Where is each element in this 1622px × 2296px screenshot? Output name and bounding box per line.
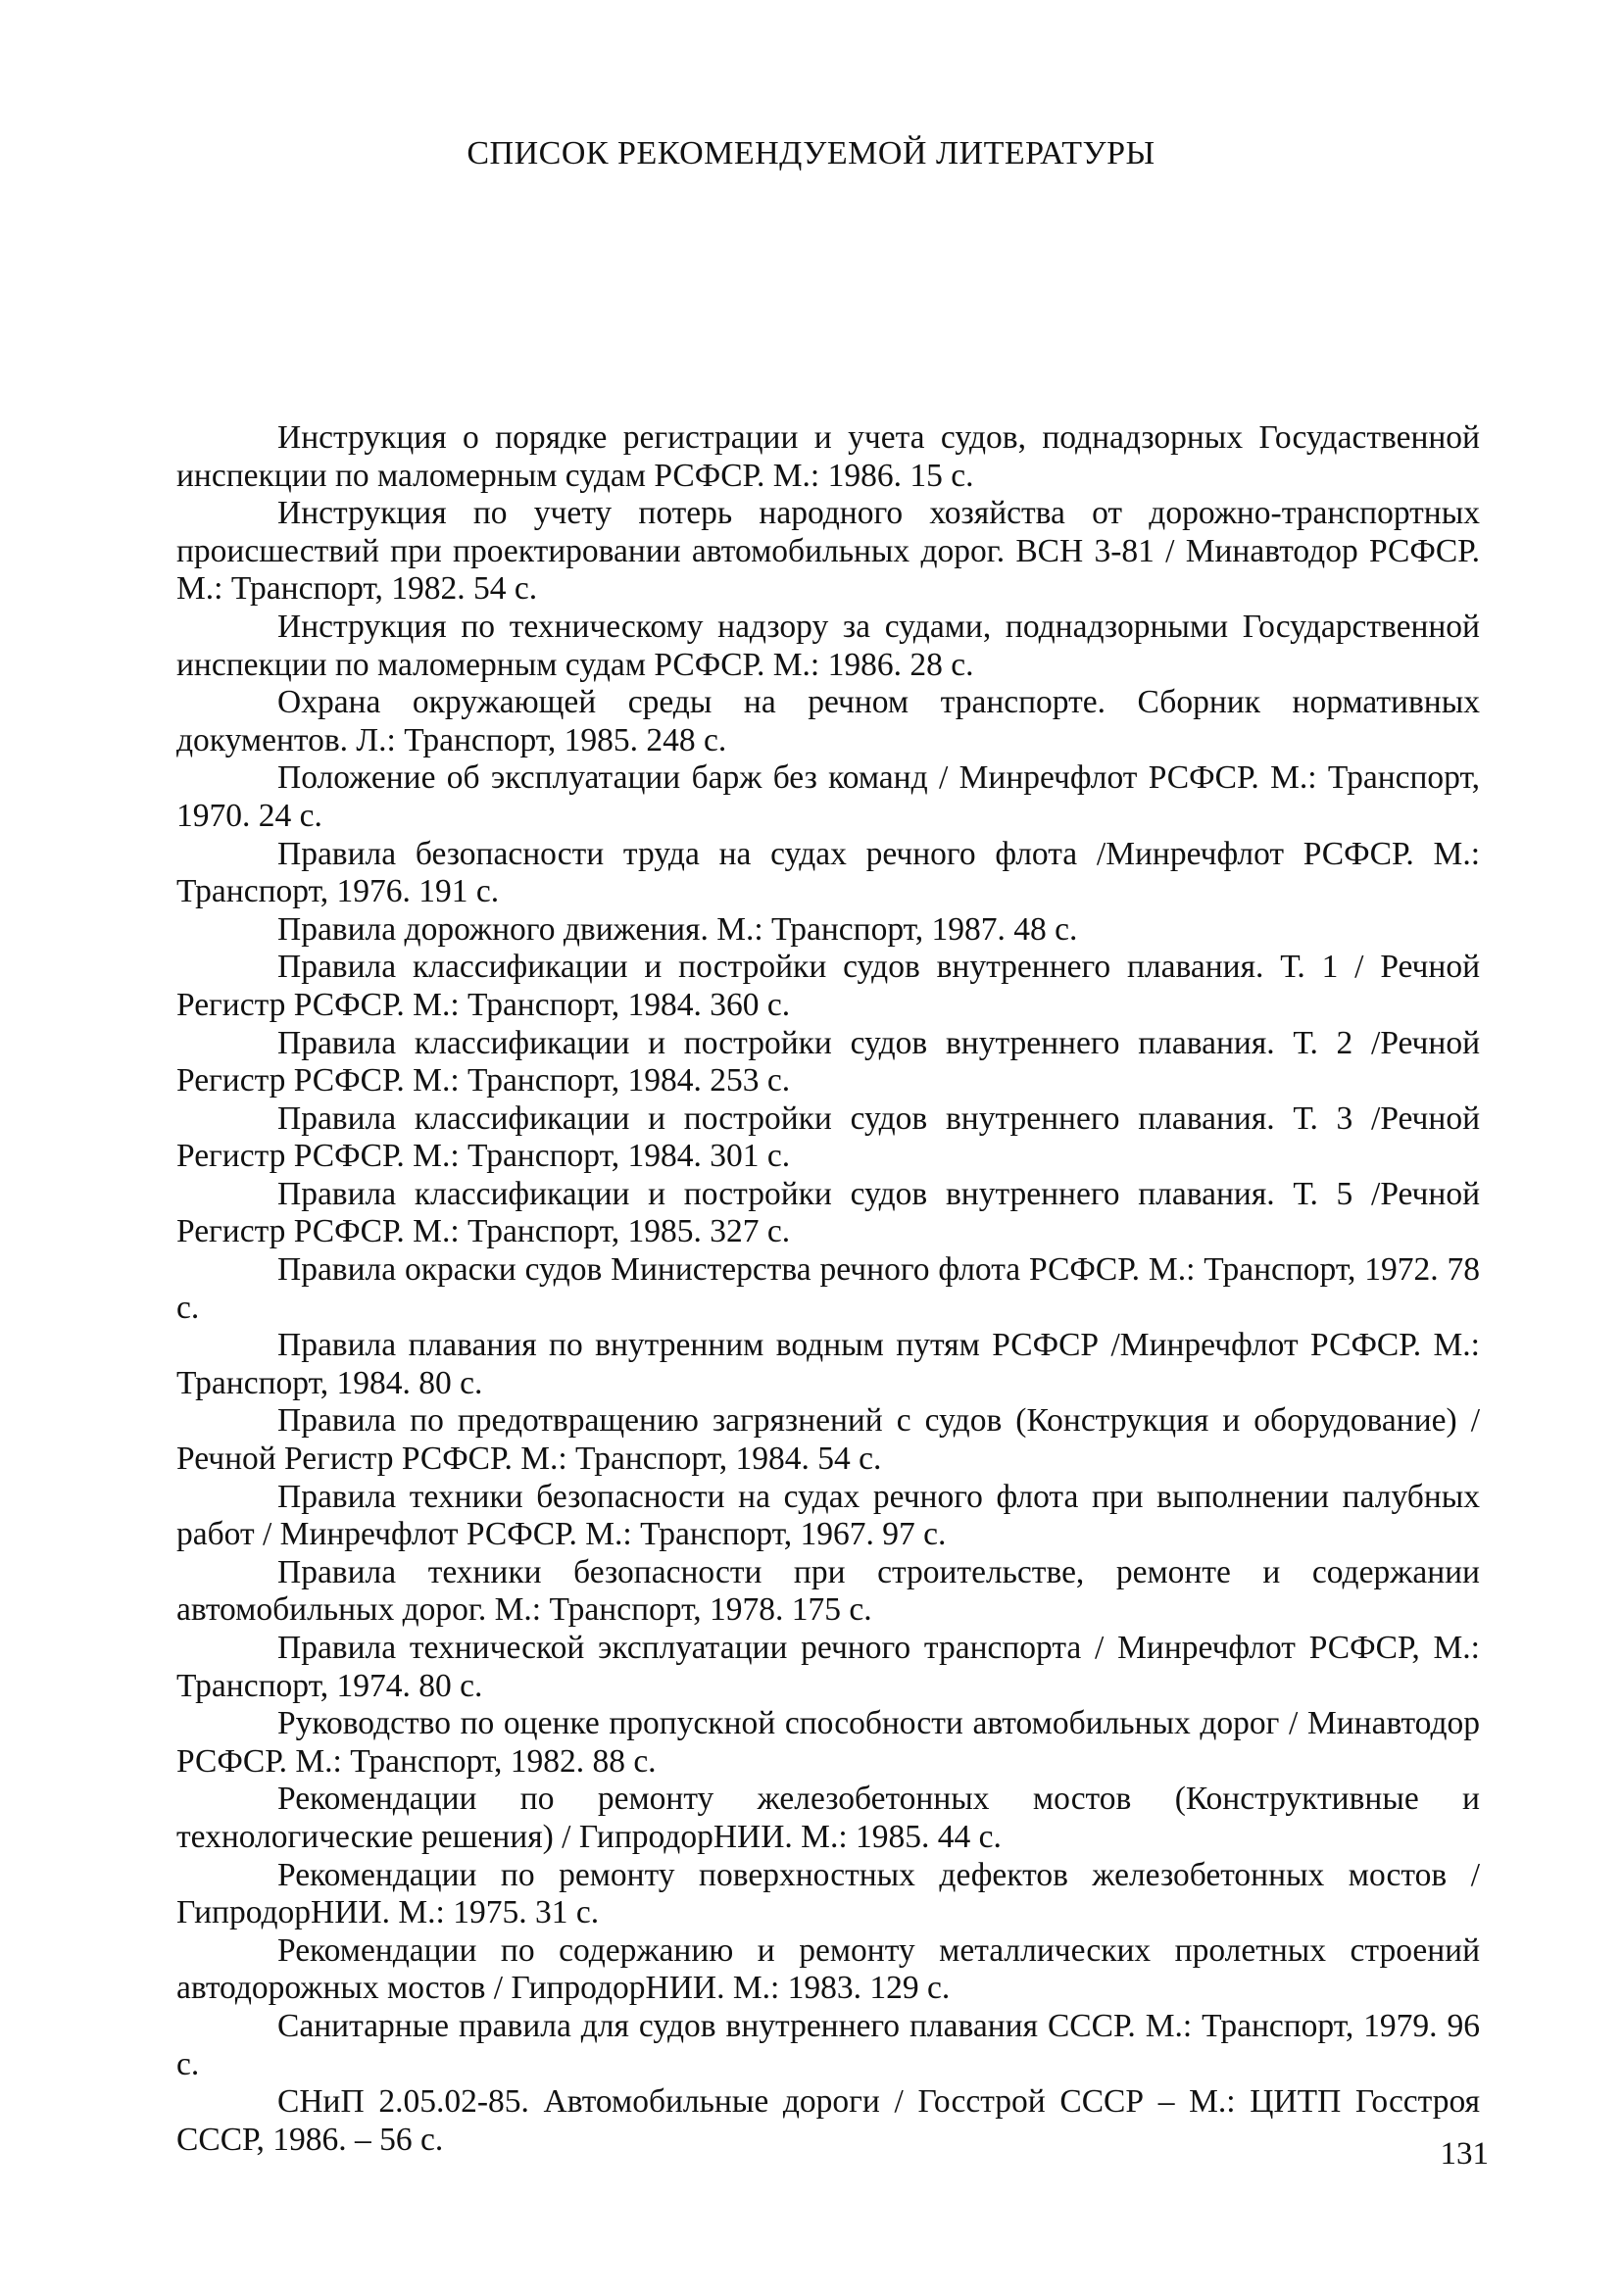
bibliography-entry: Правила техники безопасности на судах речного флота при выполнении палубных работ / Минречфлот РСФСР. М.: Транспорт, 1967. 97 с. <box>176 1478 1480 1553</box>
bibliography-entry: Правила классификации и постройки судов внутреннего плавания. Т. 5 /Речной Регистр РСФСР. М.: Транспорт, 1985. 327 с. <box>176 1175 1480 1250</box>
bibliography-list <box>176 419 1480 2159</box>
bibliography-entry: Рекомендации по ремонту железобетонных мостов (Конструктивные и технологические решения) / ГипродорНИИ. М.: 1985. 44 с. <box>176 1781 1480 1855</box>
bibliography-entry: Рекомендации по содержанию и ремонту металлических пролетных строений автодорожных мостов / ГипродорНИИ. М.: 1983. 129 с. <box>176 1931 1480 2007</box>
bibliography-entry: Санитарные правила для судов внутреннего плавания СССР. М.: Транспорт, 1979. 96 с. <box>176 2007 1480 2082</box>
bibliography-entry: Правила окраски судов Министерства речного флота РСФСР. М.: Транспорт, 1972. 78 с. <box>176 1251 1480 1326</box>
bibliography-entry: Правила классификации и постройки судов внутреннего плавания. Т. 2 /Речной Регистр РСФСР. М.: Транспорт, 1984. 253 с. <box>176 1024 1480 1099</box>
bibliography-entry: Правила классификации и постройки судов внутреннего плавания. Т. 1 / Речной Регистр РСФСР. М.: Транспорт, 1984. 360 с. <box>176 949 1480 1023</box>
page-number: 131 <box>1440 2136 1489 2172</box>
bibliography-entry: Инструкция по учету потерь народного хозяйства от дорожно-транспортных происшествий при проектировании автомобильных дорог. ВСН 3-81 / Минавтодор РСФСР. М.: Транспорт, 1982. 54 с. <box>176 495 1480 608</box>
bibliography-entry: СНиП 2.05.02-85. Автомобильные дороги / Госстрой СССР – М.: ЦИТП Госстроя СССР, 1986. – 56 с. <box>176 2083 1480 2158</box>
bibliography-entry: Правила дорожного движения. М.: Транспорт, 1987. 48 с. <box>277 910 1078 948</box>
bibliography-entry: Инструкция о порядке регистрации и учета судов, поднадзорных Госудаственной инспекции по маломерным судам РСФСР. М.: 1986. 15 с. <box>176 419 1480 494</box>
bibliography-entry: Правила техники безопасности при строительстве, ремонте и содержании автомобильных дорог. М.: Транспорт, 1978. 175 с. <box>176 1553 1480 1629</box>
page-title: СПИСОК РЕКОМЕНДУЕМОЙ ЛИТЕРАТУРЫ <box>467 135 1155 171</box>
bibliography-entry: Правила классификации и постройки судов внутреннего плавания. Т. 3 /Речной Регистр РСФСР. М.: Транспорт, 1984. 301 с. <box>176 1099 1480 1175</box>
bibliography-entry: Правила безопасности труда на судах речного флота /Минречфлот РСФСР. М.: Транспорт, 1976. 191 с. <box>176 835 1480 910</box>
bibliography-entry: Инструкция по техническому надзору за судами, поднадзорными Государственной инспекции по маломерным судам РСФСР. М.: 1986. 28 с. <box>176 608 1480 683</box>
bibliography-entry: Руководство по оценке пропускной способности автомобильных дорог / Минавтодор РСФСР. М.: Транспорт, 1982. 88 с. <box>176 1705 1480 1780</box>
bibliography-entry: Охрана окружающей среды на речном транспорте. Сборник нормативных документов. Л.: Транспорт, 1985. 248 с. <box>176 684 1480 758</box>
bibliography-entry: Положение об эксплуатации барж без команд / Минречфлот РСФСР. М.: Транспорт, 1970. 24 с. <box>176 759 1480 834</box>
bibliography-entry: Правила плавания по внутренним водным путям РСФСР /Минречфлот РСФСР. М.: Транспорт, 1984. 80 с. <box>176 1327 1480 1401</box>
bibliography-entry: Правила технической эксплуатации речного транспорта / Минречфлот РСФСР, М.: Транспорт, 1974. 80 с. <box>176 1630 1480 1704</box>
bibliography-entry: Рекомендации по ремонту поверхностных дефектов железобетонных мостов / ГипродорНИИ. М.: 1975. 31 с. <box>176 1856 1480 1931</box>
bibliography-entry: Правила по предотвращению загрязнений с судов (Конструкция и оборудование) / Речной Регистр РСФСР. М.: Транспорт, 1984. 54 с. <box>176 1402 1480 1478</box>
